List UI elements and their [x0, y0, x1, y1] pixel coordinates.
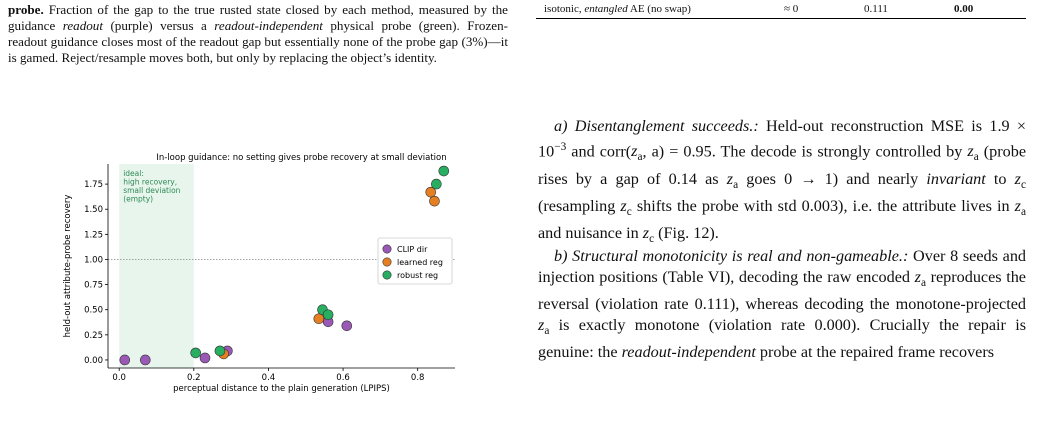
x-tick-label: 0.8	[410, 373, 425, 383]
legend-label: learned reg	[397, 258, 443, 267]
data-point	[429, 196, 439, 206]
y-tick-label: 0.25	[84, 330, 103, 341]
figure-caption	[8, 2, 508, 66]
data-point	[215, 346, 225, 356]
y-tick-label: 1.00	[84, 255, 103, 266]
data-point	[120, 355, 130, 365]
data-point	[431, 179, 441, 189]
y-tick-label: 1.75	[84, 180, 103, 191]
table-cell-2: 0.111	[864, 3, 888, 15]
caption-text-1: Fraction of the gap to the true rusted state closed by each method, measured by the guidance	[8, 2, 508, 33]
data-point	[314, 314, 324, 324]
y-tick-label: 0.75	[84, 280, 103, 291]
legend-marker	[383, 258, 391, 266]
y-tick-label: 1.25	[84, 230, 103, 241]
ideal-label: small deviation	[123, 186, 181, 195]
y-tick-label: 0.50	[84, 305, 103, 316]
x-axis-label: perceptual distance to the plain generation (LPIPS)	[173, 384, 390, 394]
data-point	[200, 353, 210, 363]
legend-marker	[383, 271, 391, 279]
chart-title: In-loop guidance: no setting gives probe recovery at small deviation	[156, 153, 447, 163]
paragraph-a: a) Disentanglement succeeds.: Held-out reconstruction MSE is $1.9 \times 10^{-3}$ and $corr(z_a$, a) = 0.95. The decode is strongly controlled by $z_a$ (probe rises by a gap of 0.14 as $z_a$ goes 0 → 1) and nearly invariant to $z_c$ (resampling $z_c$ shifts the probe with std 0.003), i.e. the attribute lives in $z_a$ and nuisance in $z_c$ (Fig. 12).	[538, 117, 1027, 246]
ideal-label: high recovery,	[123, 177, 178, 187]
scatter-chart	[60, 148, 480, 416]
scatter-figure	[60, 148, 480, 416]
x-tick-label: 0.6	[336, 373, 350, 383]
y-tick-label: 0.00	[84, 355, 103, 366]
paragraph-b-heading: b) Structural monotonicity is real and non-gameable.:	[554, 247, 909, 265]
legend-label: robust reg	[397, 271, 439, 280]
paragraph-b: b) Structural monotonicity is real and non-gameable.: Over 8 seeds and injection positions (Table VI), decoding the raw encoded $z_a$ reproduces the reversal (violation rate 0.111), whereas decoding the monotone-projected $z_a$ is exactly monotone (violation rate 0.000). Crucially the repair is genuine: the readout-independent probe at the repaired frame recovers	[538, 247, 1027, 362]
paragraph-a-heading: a) Disentanglement succeeds.:	[554, 117, 759, 135]
table-cell-1: ≈ 0	[784, 3, 799, 15]
caption-lead: probe.	[8, 2, 44, 17]
caption-readout-independent: readout-independent	[214, 18, 323, 33]
data-point	[342, 321, 352, 331]
data-point	[140, 355, 150, 365]
data-point	[439, 166, 449, 176]
caption-text-3: physical probe (green). Frozen-readout guidance closes most of the readout gap but essentially none of the probe gap (3%)—it is gamed. Reject/resample moves both, but only by replacing the object’s identity.	[8, 18, 508, 65]
caption-readout: readout	[62, 18, 103, 33]
y-tick-label: 1.50	[84, 205, 103, 216]
table-fragment	[536, 0, 1026, 19]
table-row	[536, 0, 1026, 18]
legend-marker	[383, 245, 391, 253]
x-tick-label: 0.0	[112, 373, 126, 383]
ideal-label: ideal:	[123, 169, 144, 178]
x-tick-label: 0.4	[261, 373, 276, 383]
data-point	[323, 310, 333, 320]
ideal-label: (empty)	[123, 194, 154, 204]
y-axis-label: held-out attribute-probe recovery	[63, 194, 73, 338]
table-bottom-rule	[536, 18, 1026, 19]
x-tick-label: 0.2	[187, 373, 201, 383]
caption-text-2: (purple) versus a	[102, 18, 215, 33]
table-cell-3: 0.00	[954, 3, 974, 15]
table-cell-method: isotonic, entangled AE (no swap)	[544, 3, 691, 15]
legend-label: CLIP dir	[397, 245, 428, 254]
data-point	[191, 348, 201, 358]
